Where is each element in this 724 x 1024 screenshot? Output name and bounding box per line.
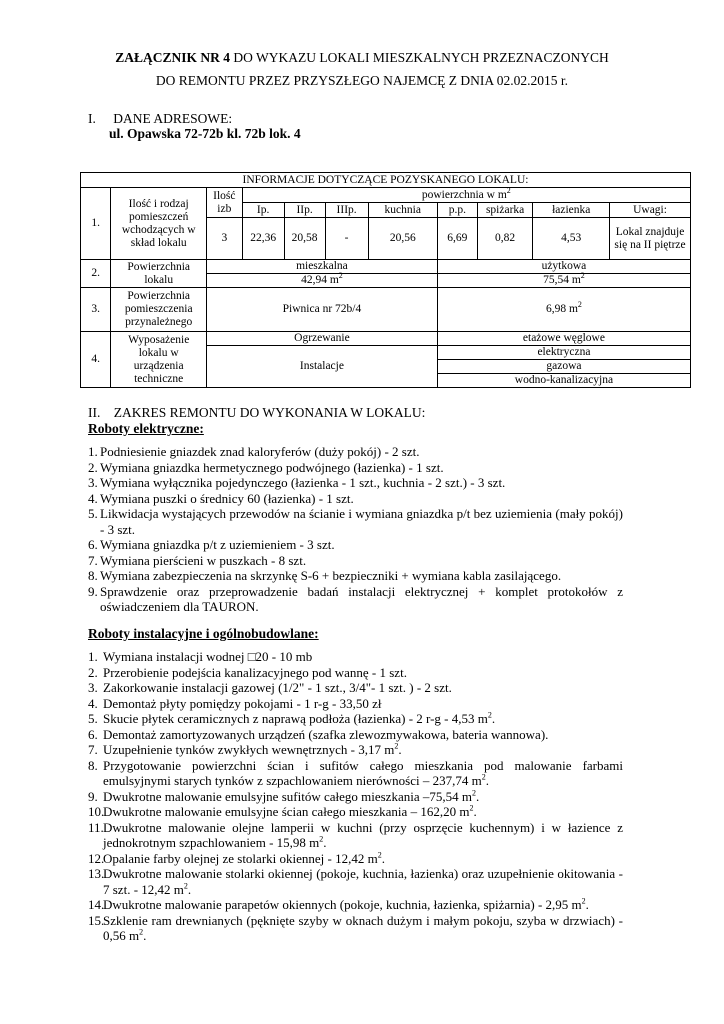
- list-item: [88, 913, 623, 944]
- list-item: [88, 727, 623, 743]
- installation-water-sewage: wodno-kanalizacyjna: [437, 374, 690, 388]
- title-rest: DO WYKAZU LOKALI MIESZKALNYCH PRZEZNACZONYCH: [229, 50, 609, 65]
- row-3-number: 3.: [81, 288, 111, 332]
- list-item-text: Wymiana puszki o średnicy 60 (łazienka) - 1 szt.: [100, 490, 354, 506]
- list-item: [88, 649, 623, 665]
- list-item-number: 7.: [88, 552, 98, 568]
- table-caption: INFORMACJE DOTYCZĄCE POZYSKANEGO LOKALU:: [81, 173, 691, 188]
- installation-gas: gazowa: [437, 360, 690, 374]
- rooms-count-value: 3: [206, 218, 242, 260]
- list-item: [88, 491, 623, 507]
- section-1-heading: [88, 111, 232, 127]
- list-item: [88, 680, 623, 696]
- list-item: [88, 742, 623, 758]
- list-item-text: Przygotowanie powierzchni ścian i sufitów całego mieszkania pod malowanie farbami emulsyjnymi starych tynków z szpachlowaniem nierówności – 237,74 m: [103, 757, 623, 788]
- list-item-text: Likwidacja wystających przewodów na ścianie i wymiana gniazdka p/t bez uziemienia (mały pokój) - 3 szt.: [100, 506, 623, 537]
- row-4-number: 4.: [81, 332, 111, 388]
- list-item-text: Wymiana pierścieni w puszkach - 8 szt.: [100, 552, 307, 568]
- section-1-number: I.: [88, 111, 96, 126]
- usable-area-header: użytkowa: [437, 260, 690, 274]
- list-item-number: 5.: [88, 711, 98, 726]
- list-item: [88, 444, 623, 460]
- list-item-end: .: [485, 773, 489, 788]
- list-item-number: 15.: [88, 912, 105, 928]
- unit-superscript: 2: [319, 834, 324, 844]
- installation-electric: elektryczna: [437, 346, 690, 360]
- list-item-text: Dwukrotne malowanie parapetów okiennych (pokoje, kuchnia, łazienka, spiżarnia) - 2,95 m: [103, 897, 582, 912]
- address: ul. Opawska 72-72b kl. 72b lok. 4: [109, 126, 301, 141]
- heating-value: etażowe węglowe: [437, 332, 690, 346]
- row-1-number: 1.: [81, 188, 111, 260]
- list-item-number: 7.: [88, 742, 98, 757]
- list-item-text: Sprawdzenie oraz przeprowadzenie badań instalacji elektrycznej + komplet protokołów z oświadczeniem dla TAURON.: [100, 583, 623, 614]
- list-item-number: 2.: [88, 664, 98, 680]
- row-1-label: Ilość i rodzaj pomieszczeń wchodzących w skład lokalu: [111, 188, 207, 260]
- list-item-text: Wymiana gniazdka p/t z uziemieniem - 3 szt.: [100, 537, 335, 552]
- basement-name: Piwnica nr 72b/4: [206, 288, 437, 332]
- unit-superscript: 2: [377, 850, 382, 860]
- premises-info-table: [80, 172, 691, 388]
- list-item: [88, 460, 623, 476]
- unit-superscript: 2: [581, 896, 586, 906]
- list-item-end: .: [585, 897, 589, 912]
- list-item-end: .: [143, 928, 147, 943]
- value-hall: 6,69: [437, 218, 477, 260]
- col-notes: Uwagi:: [610, 203, 691, 218]
- unit-superscript: 2: [183, 881, 188, 891]
- list-item-text: Wymiana gniazdka hermetycznego podwójnego (łazienka) - 1 szt.: [100, 459, 444, 475]
- unit-superscript: 2: [394, 741, 399, 751]
- value-room-2: 20,58: [284, 218, 325, 260]
- value-kitchen: 20,56: [368, 218, 437, 260]
- list-item-end: .: [323, 835, 327, 850]
- electrical-works-list: [88, 444, 623, 615]
- heating-label: Ogrzewanie: [206, 332, 437, 346]
- list-item: [88, 820, 623, 851]
- attachment-number: ZAŁĄCZNIK NR 4: [115, 50, 230, 65]
- living-area-value: 42,94 $m^2$: [206, 274, 437, 288]
- list-item-text: Skucie płytek ceramicznych z naprawą podłoża (łazienka) - 2 r-g - 4,53 m: [103, 711, 488, 726]
- section-2-title: ZAKRES REMONTU DO WYKONANIA W LOKALU:: [113, 405, 426, 420]
- list-item-end: .: [187, 881, 192, 897]
- list-item-number: 13.: [88, 866, 105, 881]
- list-item: [88, 866, 623, 897]
- value-bathroom: 4,53: [533, 218, 610, 260]
- list-item: [88, 475, 623, 491]
- list-item-number: 8.: [88, 568, 98, 583]
- list-item-number: 1.: [88, 444, 98, 459]
- col-kitchen: kuchnia: [368, 203, 437, 218]
- unit-superscript: 2: [481, 772, 486, 782]
- document-title-line1: [0, 50, 724, 66]
- section-1-title: DANE ADRESOWE:: [113, 111, 233, 126]
- list-item-number: 8.: [88, 757, 98, 773]
- installation-works-heading: Roboty instalacyjne i ogólnobudowlane:: [88, 626, 319, 641]
- list-item-number: 3.: [88, 680, 98, 695]
- col-hall: p.p.: [437, 203, 477, 218]
- value-room-1: 22,36: [242, 218, 284, 260]
- list-item: [88, 506, 623, 537]
- list-item-end: .: [381, 850, 385, 866]
- row-3-label: Powierzchnia pomieszczenia przynależnego: [111, 288, 207, 332]
- list-item: [88, 665, 623, 681]
- list-item-end: .: [491, 711, 496, 726]
- list-item-text: Wymiana wyłącznika pojedynczego (łazienka - 1 szt., kuchnia - 2 szt.) - 3 szt.: [100, 475, 506, 490]
- list-item-text: Dwukrotne malowanie stolarki okiennej (pokoje, kuchnia, łazienka) oraz uzupełnienie okitowania - 7 szt. - 12,42 m: [103, 866, 623, 897]
- section-2-number: II.: [88, 405, 101, 420]
- list-item-text: Zakorkowanie instalacji gazowej (1/2" - 1 szt., 3/4"- 1 szt. ) - 2 szt.: [103, 680, 452, 695]
- list-item-text: Przerobienie podejścia kanalizacyjnego pod wannę - 1 szt.: [103, 664, 407, 680]
- list-item-text: Wymiana zabezpieczenia na skrzynkę S-6 + bezpieczniki + wymiana kabla zasilającego.: [100, 568, 562, 583]
- value-room-3: -: [325, 218, 368, 260]
- value-pantry: 0,82: [477, 218, 533, 260]
- installations-label: Instalacje: [206, 346, 437, 388]
- usable-area-value: 75,54 $m^2$: [437, 274, 690, 288]
- electrical-works-heading: Roboty elektryczne:: [88, 421, 204, 436]
- list-item-number: 4.: [88, 490, 98, 506]
- row-2-number: 2.: [81, 260, 111, 288]
- area-header: powierzchnia w $m^2$: [242, 188, 690, 203]
- list-item-number: 11.: [88, 819, 104, 835]
- list-item-end: .: [398, 742, 402, 757]
- list-item-number: 10.: [88, 804, 105, 819]
- list-item-text: Opalanie farby olejnej ze stolarki okiennej - 12,42 m: [103, 850, 378, 866]
- list-item-end: .: [473, 804, 477, 819]
- row-2-label: Powierzchnia lokalu: [111, 260, 207, 288]
- col-pantry: spiżarka: [477, 203, 533, 218]
- list-item: [88, 851, 623, 867]
- list-item-end: .: [475, 788, 480, 804]
- list-item-number: 6.: [88, 537, 98, 552]
- list-item-text: Demontaż płyty pomiędzy pokojami - 1 r-g - 33,50 zł: [103, 695, 382, 711]
- list-item: [88, 537, 623, 553]
- document-title-line2: DO REMONTU PRZEZ PRZYSZŁEGO NAJEMCĘ Z DNIA 02.02.2015 r.: [155, 73, 569, 88]
- list-item-text: Szklenie ram drewnianych (pęknięte szyby w oknach dużym i małym pokoju, szyba w drzwiach) - 0,56 m: [103, 912, 623, 943]
- section-2-heading: [88, 405, 425, 421]
- list-item: [88, 804, 623, 820]
- list-item: [88, 711, 623, 727]
- list-item-text: Demontaż zamortyzowanych urządzeń (szafka zlewozmywakowa, bateria wannowa).: [103, 726, 549, 742]
- list-item: [88, 696, 623, 712]
- list-item-number: 3.: [88, 475, 98, 490]
- row-4-label: Wyposażenie lokalu w urządzenia techniczne: [111, 332, 207, 388]
- list-item-text: Dwukrotne malowanie olejne lamperii w kuchni (przy osprzęcie kuchennym) i w łazience z jednokrotnym szpachlowaniem - 15,98 m: [103, 819, 623, 850]
- list-item-number: 12.: [88, 850, 105, 866]
- col-room-3: IIIp.: [325, 203, 368, 218]
- unit-superscript: 2: [139, 927, 144, 937]
- list-item-number: 2.: [88, 459, 98, 475]
- col-room-1: Ip.: [242, 203, 284, 218]
- basement-area: 6,98 $m^2$: [437, 288, 690, 332]
- list-item-number: 9.: [88, 583, 98, 599]
- list-item-number: 6.: [88, 726, 98, 742]
- installation-works-list: [88, 649, 623, 944]
- list-item-number: 5.: [88, 506, 98, 521]
- list-item-number: 4.: [88, 695, 98, 711]
- list-item: [88, 758, 623, 789]
- unit-superscript: 2: [471, 788, 476, 798]
- list-item-number: 14.: [88, 897, 105, 912]
- living-area-header: mieszkalna: [206, 260, 437, 274]
- rooms-count-header: Ilość izb: [206, 188, 242, 218]
- list-item-number: 1.: [88, 649, 98, 664]
- list-item: [88, 897, 623, 913]
- value-notes: Lokal znajduje się na II piętrze: [610, 218, 691, 260]
- list-item-text: Dwukrotne malowanie emulsyjne ścian całego mieszkania – 162,20 m: [103, 804, 470, 819]
- col-bathroom: łazienka: [533, 203, 610, 218]
- unit-superscript: 2: [487, 710, 492, 720]
- list-item-number: 9.: [88, 788, 98, 804]
- list-item-text: Dwukrotne malowanie emulsyjne sufitów całego mieszkania –75,54 m: [103, 788, 472, 804]
- col-room-2: IIp.: [284, 203, 325, 218]
- list-item: [88, 789, 623, 805]
- list-item-text: Wymiana instalacji wodnej □20 - 10 mb: [103, 649, 313, 664]
- list-item-text: Podniesienie gniazdek znad kaloryferów (duży pokój) - 2 szt.: [100, 444, 420, 459]
- list-item-text: Uzupełnienie tynków zwykłych wewnętrznych - 3,17 m: [103, 742, 395, 757]
- list-item: [88, 584, 623, 615]
- unit-superscript: 2: [469, 803, 474, 813]
- list-item: [88, 568, 623, 584]
- list-item: [88, 553, 623, 569]
